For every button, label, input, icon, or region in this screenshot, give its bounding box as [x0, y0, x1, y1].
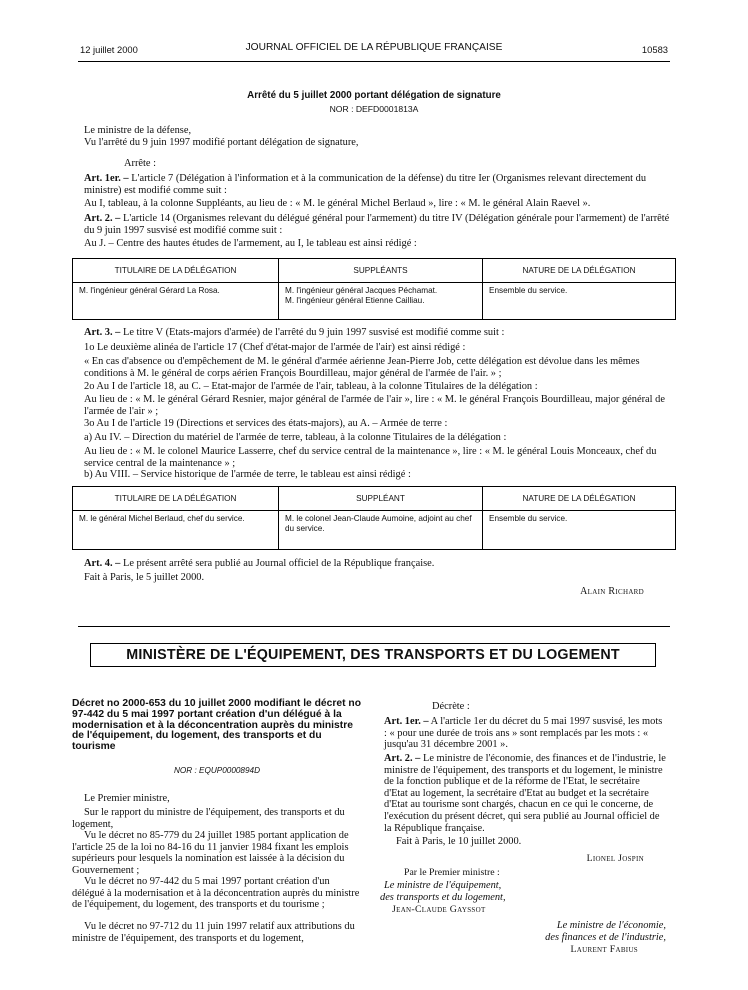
- table1-header-suppleants: SUPPLÉANTS: [279, 259, 483, 283]
- ministre-economie-line1: Le ministre de l'économie,: [556, 920, 666, 931]
- decret-art2: [384, 753, 666, 834]
- header-rule: [78, 61, 670, 62]
- decret-nor: NOR : EQUP0000894D: [173, 766, 260, 775]
- arrete-fait: Fait à Paris, le 5 juillet 2000.: [84, 572, 205, 583]
- par-premier-ministre: Par le Premier ministre :: [404, 867, 500, 878]
- decret-p1: Le Premier ministre,: [84, 793, 170, 804]
- table2-header-nature: NATURE DE LA DÉLÉGATION: [483, 487, 676, 511]
- table1-nature: Ensemble du service.: [483, 283, 676, 320]
- table1-suppleants: [279, 283, 483, 320]
- art4-label: Art. 4. –: [84, 558, 121, 569]
- signature-jospin: Lionel Jospin: [586, 853, 644, 864]
- decret-art1-text: A l'article 1er du décret du 5 mai 1997 susvisé, les mots : « pour une durée de trois ans » sont remplacés par les mots : « jusqu'au 31 décembre 2001 ».: [384, 716, 663, 751]
- art3-label: Art. 3. –: [84, 327, 121, 338]
- art3-para-4: Au lieu de : « M. le général Gérard Resnier, major général de l'armée de l'air », lire : « M. le général François Bourdilleau, major général de l'armée de l'air » ;: [84, 394, 665, 417]
- decret-art2-text: Le ministre de l'économie, des finances et de l'industrie, le ministre de l'équipement, des transports et du logement, le ministre de la fonction publique et de la réforme de l'Etat, le secrétaire d'Etat au logement, la secrétaire d'Etat au budget et la secrétaire d'Etat au tourisme sont chargés, chacun en ce qui le concerne, de l'exécution du présent décret, qui sera publié au Journal officiel de la République française.: [384, 753, 666, 834]
- ministre-equipement-line1: Le ministre de l'équipement,: [384, 880, 502, 891]
- decret-fait: Fait à Paris, le 10 juillet 2000.: [396, 836, 522, 847]
- table2-suppleant: M. le colonel Jean-Claude Aumoine, adjoint au chef du service.: [279, 511, 483, 550]
- table2-nature: Ensemble du service.: [483, 511, 676, 550]
- table1-suppleant-1: M. l'ingénieur général Jacques Péchamat.: [285, 286, 438, 295]
- signature-gayssot: Jean-Claude Gayssot: [392, 904, 486, 915]
- table1-suppleant-2: M. l'ingénieur général Etienne Cailliau.: [285, 296, 425, 305]
- arrete-art2: [84, 213, 674, 236]
- art3-para-1: 1o Le deuxième alinéa de l'article 17 (Chef d'état-major de l'armée de l'air) est ainsi rédigé :: [84, 342, 466, 353]
- table1-titulaire: M. l'ingénieur général Gérard La Rosa.: [73, 283, 279, 320]
- table1-header-titulaire: TITULAIRE DE LA DÉLÉGATION: [73, 259, 279, 283]
- delegation-table-2: [72, 486, 676, 550]
- art3-para-2: « En cas d'absence ou d'empêchement de M. le général d'armée aérienne Jean-Pierre Job, cette délégation est dévolue dans les mêmes conditions à M. le général de corps aérien François Bourdilleau, major général de l'armée de l'air. » ;: [84, 356, 640, 379]
- arrete-word: Arrête :: [124, 158, 157, 169]
- decret-art1-label: Art. 1er. –: [384, 716, 429, 727]
- arrete-art1: [84, 173, 674, 196]
- arrete-signature: Alain Richard: [580, 586, 644, 597]
- page-number: 10583: [641, 44, 668, 55]
- art2-label: Art. 2. –: [84, 213, 121, 224]
- arrete-art4: [84, 558, 674, 570]
- arrete-intro-vu: Vu l'arrêté du 9 juin 1997 modifié portant délégation de signature,: [84, 137, 359, 148]
- table1-header-nature: NATURE DE LA DÉLÉGATION: [483, 259, 676, 283]
- arrete-art3: [84, 327, 674, 339]
- arrete-intro-minister: Le ministre de la défense,: [84, 125, 192, 136]
- art3-text: Le titre V (Etats-majors d'armée) de l'arrêté du 9 juin 1997 susvisé est modifié comme suit :: [122, 327, 505, 338]
- art2-text: L'article 14 (Organismes relevant du délégué général pour l'armement) du titre IV (Délégation générale pour l'armement) de l'arrêté du 9 juin 1997 susvisé est modifié comme suit :: [84, 213, 670, 236]
- art1-text: L'article 7 (Délégation à l'information et à la communication de la défense) du titre Ier (Organismes relevant directement du ministre) est modifié comme suit :: [84, 173, 647, 196]
- section-rule: [78, 626, 670, 627]
- table2-header-suppleant: SUPPLÉANT: [279, 487, 483, 511]
- art3-para-5: 3o Au I de l'article 19 (Directions et services des états-majors), au A. – Armée de terre :: [84, 418, 448, 429]
- ministre-economie-line2: des finances et de l'industrie,: [545, 932, 666, 943]
- table2-header-titulaire: TITULAIRE DE LA DÉLÉGATION: [73, 487, 279, 511]
- decret-title: Décret no 2000-653 du 10 juillet 2000 modifiant le décret no 97-442 du 5 mai 1997 portant création d'un délégué à la modernisation et à la déconcentration auprès du ministre de l'équipement, du logement, des transports et du tourisme: [72, 698, 361, 753]
- ministre-equipement-line2: des transports et du logement,: [380, 892, 506, 903]
- art4-text: Le présent arrêté sera publié au Journal officiel de la République française.: [122, 558, 435, 569]
- decret-decrete: Décrète :: [432, 701, 470, 712]
- decret-p2: Sur le rapport du ministre de l'équipement, des transports et du logement,: [72, 807, 345, 830]
- decret-p3: Vu le décret no 85-779 du 24 juillet 1985 portant application de l'article 25 de la loi no 84-16 du 11 janvier 1984 fixant les emplois supérieurs pour lesquels la nomination est laissée à la décision du Gouvernement ;: [72, 830, 349, 876]
- decret-art2-label: Art. 2. –: [384, 753, 421, 764]
- art1-label: Art. 1er. –: [84, 173, 129, 184]
- art3-para-3: 2o Au I de l'article 18, au C. – Etat-major de l'armée de l'air, tableau, à la colonne Titulaires de la délégation :: [84, 381, 538, 392]
- arrete-art2-sub: Au J. – Centre des hautes études de l'armement, au I, le tableau est ainsi rédigé :: [84, 238, 417, 249]
- art3-para-7: Au lieu de : « M. le colonel Maurice Lasserre, chef du service central de la maintenance », lire : « M. le général Louis Monceaux, chef du service central de la maintenance » ;: [84, 446, 657, 469]
- table2-titulaire: M. le général Michel Berlaud, chef du service.: [73, 511, 279, 550]
- arrete-nor: NOR : DEFD0001813A: [329, 104, 419, 114]
- decret-p5: Vu le décret no 97-712 du 11 juin 1997 relatif aux attributions du ministre de l'équipement, des transports et du logement,: [72, 921, 355, 944]
- art3-para-8: b) Au VIII. – Service historique de l'armée de terre, le tableau est ainsi rédigé :: [84, 469, 411, 480]
- art3-para-6: a) Au IV. – Direction du matériel de l'armée de terre, tableau, à la colonne Titulaires de la délégation :: [84, 432, 507, 443]
- journal-title: JOURNAL OFFICIEL DE LA RÉPUBLIQUE FRANÇAISE: [245, 42, 503, 53]
- ministry-banner: MINISTÈRE DE L'ÉQUIPEMENT, DES TRANSPORTS ET DU LOGEMENT: [90, 643, 656, 667]
- decret-p4: Vu le décret no 97-442 du 5 mai 1997 portant création d'un délégué à la modernisation et à la déconcentration auprès du ministre de l'équipement, du logement, des transports et du tourisme ;: [72, 876, 360, 911]
- header-date: 12 juillet 2000: [80, 44, 138, 55]
- decret-art1: [384, 716, 666, 751]
- signature-fabius: Laurent Fabius: [570, 944, 638, 955]
- arrete-art1-sub: Au I, tableau, à la colonne Suppléants, au lieu de : « M. le général Michel Berlaud », lire : « M. le général Alain Raevel ».: [84, 198, 591, 209]
- delegation-table-1: [72, 258, 676, 320]
- arrete-title: Arrêté du 5 juillet 2000 portant délégation de signature: [247, 90, 501, 101]
